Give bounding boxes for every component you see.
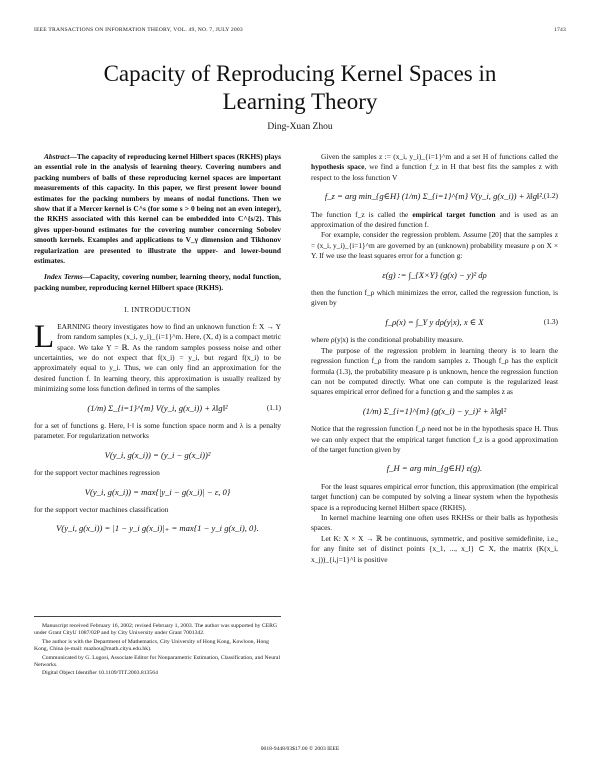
journal-header: IEEE TRANSACTIONS ON INFORMATION THEORY, VOL. 49, NO. 7, JULY 2003	[34, 27, 243, 33]
term-hypothesis-space: hypothesis space	[311, 162, 365, 172]
intro-paragraph-3: for the support vector machines regression	[34, 468, 160, 478]
footnote-communicated: Communicated by G. Lugosi, Associate Editor for Nonparametric Estimation, Classification, and Neural Networks.	[34, 654, 281, 669]
equation-target-h: f_H = arg min_{g∈H} ε(g).	[386, 463, 483, 474]
section-heading: I. INTRODUCTION	[124, 305, 191, 315]
right-paragraph-10: Let K: X × X → ℝ be continuous, symmetric, and positive semidefinite, i.e., for any finite set of distinct points {x_1, ..., x_l} ⊂ X, the matrix (K(x_i, x_j))_{i,j=1}^l is positive	[311, 533, 558, 564]
title-line-1: Capacity of Reproducing Kernel Spaces in	[103, 61, 497, 86]
abstract	[34, 152, 281, 266]
intro-text-1: EARNING theory investigates how to find an unknown function f: X → Y from random samples (x_i, y_i)_{i=1}^m. Here, (X, d) is a compact metric space. We take Y = ℝ. As the random samples possess noise and other uncertainties, we do not expect that f(x_i) = y_i, but regard f(x_i) to be approximately equal to y_i. Thus, we can only find an approximation for the desired function f. In learning theory, this approximation is usually realized by minimizing some loss function defined in terms of the samples	[34, 321, 281, 394]
equation-svm-classification: V(y_i, g(x_i)) = |1 − y_i g(x_i)|₊ = max{1 − y_i g(x_i), 0}.	[56, 523, 259, 534]
right-paragraph-9: In kernel machine learning one often uses RKHSs or their balls as hypothesis spaces.	[311, 512, 558, 533]
footnote-affiliation: The author is with the Department of Mathematics, City University of Hong Kong, Kowloon, Hong Kong, China (e-mail: mazhou@math.cityu.edu.hk).	[34, 638, 269, 653]
footnote-manuscript: Manuscript received February 16, 2002; revised February 1, 2003. The author was supported by CERG under Grant CityU 1087/02P and by City University under Grant 7001342.	[34, 623, 278, 637]
equation-1-3-number: (1.3)	[543, 316, 558, 326]
footnote-doi: Digital Object Identifier 10.1109/TIT.2003.813564	[42, 670, 158, 677]
index-terms-text: Capacity, covering number, learning theory, nodal function, packing number, reproducing kernel Hilbert space (RKHS).	[34, 272, 281, 292]
term-empirical-target: empirical target function	[412, 209, 496, 219]
intro-paragraph-2: for a set of functions g. Here, ‖·‖ is some function space norm and λ is a penalty parameter. For regularization networks	[34, 420, 281, 441]
equation-regularization: V(y_i, g(x_i)) = (y_i − g(x_i))²	[104, 449, 211, 460]
right-paragraph-4: then the function f_ρ which minimizes the error, called the regression function, is given by	[311, 288, 558, 308]
equation-svm-regression: V(y_i, g(x_i)) = max{|y_i − g(x_i)| − ε, 0}	[84, 486, 231, 497]
page-number: 1743	[554, 27, 566, 33]
copyright-line: 0018-9448/03$17.00 © 2003 IEEE	[260, 746, 340, 752]
intro-paragraph-4: for the support vector machines classification	[34, 504, 169, 514]
paper-title	[0, 60, 600, 116]
footnote	[34, 616, 281, 679]
right-paragraph-3: For example, consider the regression problem. Assume [20] that the samples z = (x_i, y_i)_{i=1}^m are governed by an (unknown) probability measure ρ on X × Y. If we use the least squares error for a function g:	[311, 230, 558, 261]
right-paragraph-7: Notice that the regression function f_ρ need not be in the hypothesis space H. Thus we can only expect that the empirical target function f_z is a good approximation of the target function given by	[311, 424, 558, 454]
right-paragraph-2	[311, 210, 558, 231]
index-terms-label: Index Terms—	[44, 272, 90, 282]
right-paragraph-5: where ρ(y|x) is the conditional probability measure.	[311, 335, 464, 345]
left-column	[34, 152, 281, 542]
equation-1-1	[34, 403, 281, 413]
author-name: Ding-Xuan Zhou	[267, 122, 333, 132]
abstract-label: Abstract—	[44, 152, 77, 161]
right-paragraph-8: For the least squares empirical error function, this approximation (the empirical target function) can be computed by solving a linear system when the hypothesis space is a reproducing kernel Hilbert space (RKHS).	[311, 481, 558, 512]
title-line-2: Learning Theory	[222, 89, 378, 114]
running-header	[34, 27, 566, 33]
index-terms	[34, 272, 281, 293]
right-text-2c: and is used as an approximation of the desired function f.	[311, 209, 558, 230]
equation-1-2-number: (1.2)	[543, 191, 558, 201]
drop-cap: L	[34, 318, 55, 355]
equation-1-2-body: f_z = arg min_{g∈H} (1/m) Σ_{i=1}^{m} V(y_i, g(x_i)) + λ‖g‖².	[324, 191, 545, 202]
equation-1-2	[311, 191, 558, 201]
equation-1-3	[311, 317, 558, 327]
equation-regularized-error: (1/m) Σ_{i=1}^{m} (g(x_i) − y_i)² + λ‖g‖²	[362, 405, 507, 416]
equation-1-3-body: f_ρ(x) = ∫_Y y dρ(y|x), x ∈ X	[385, 316, 484, 327]
right-text-1a: Given the samples z := (x_i, y_i)_{i=1}^m and a set H of functions called the	[321, 152, 558, 161]
right-paragraph-1	[311, 152, 558, 183]
right-column	[311, 152, 558, 565]
right-text-2a: The function f_z is called the	[311, 209, 413, 219]
intro-paragraph-1	[34, 318, 281, 395]
right-text-1c: , we find a function f_z in H that best fits the samples z with respect to the loss function V	[311, 162, 558, 182]
equation-least-squares: ε(g) := ∫_{X×Y} (g(x) − y)² dρ	[382, 269, 487, 280]
right-paragraph-6: The purpose of the regression problem in learning theory is to learn the regression function f_ρ from the random samples z. Though f_ρ has the explicit formula (1.3), the probability measure ρ is unknown, hence the regression function can not be computed directly. What one can compute is the regularized least squares empirical error defined for a function g and the samples z as	[311, 345, 558, 397]
equation-1-1-number: (1.1)	[266, 402, 281, 412]
abstract-text: The capacity of reproducing kernel Hilbert spaces (RKHS) plays an essential role in the analysis of learning theory. Covering numbers and packing numbers of balls of these reproducing kernel spaces are important measurements of this capacity. In this paper, we first present lower bound estimates for the packing numbers by means of nodal functions. Then we show that if a Mercer kernel is C^s (for some s > 0 being not an even integer), the RKHS associated with this kernel can be embedded into C^{s/2}. This gives upper-bound estimates for the covering number concerning Sobolev smooth kernels. Examples and applications to V_γ dimension and Tikhonov regularization are presented to illustrate the upper- and lower-bound estimates.	[34, 152, 281, 266]
equation-1-1-body: (1/m) Σ_{i=1}^{m} V(y_i, g(x_i)) + λ‖g‖²	[87, 402, 228, 413]
